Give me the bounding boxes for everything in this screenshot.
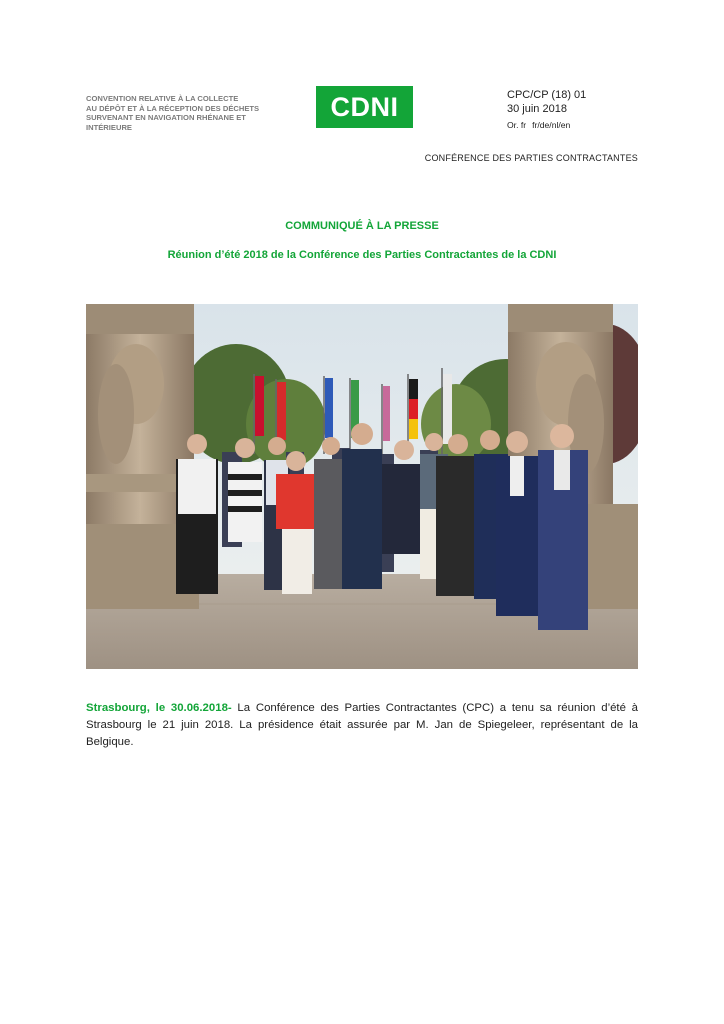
languages: fr/de/nl/en (532, 120, 571, 130)
original-language: Or. fr (507, 120, 527, 130)
convention-line: CONVENTION RELATIVE À LA COLLECTE (86, 94, 239, 103)
document-reference (507, 88, 586, 132)
conference-label: CONFÉRENCE DES PARTIES CONTRACTANTES (424, 153, 638, 163)
convention-line: AU DÉPÔT ET À LA RÉCEPTION DES DÉCHETS (86, 103, 260, 113)
convention-title (86, 94, 301, 132)
logo-text: CDNI (330, 91, 399, 122)
language-info (507, 118, 586, 132)
reference-number: CPC/CP (18) 01 (507, 89, 587, 101)
cdni-logo (316, 86, 413, 128)
press-release-body (86, 700, 638, 751)
group-photo (86, 304, 638, 669)
location-date-lead: Strasbourg, le 30.06.2018- (86, 702, 232, 714)
body-paragraph: La Conférence des Parties Contractantes (CPC) a tenu sa réunion d’été à Strasbourg le 21 juin 2018. La présidence était assurée par M. Jan de Spiegeleer, représentant de la Belgique. (86, 702, 639, 748)
meeting-title: Réunion d’été 2018 de la Conférence des Parties Contractantes de la CDNI (167, 249, 557, 261)
convention-line: INTÉRIEURE (86, 122, 132, 132)
document-date: 30 juin 2018 (507, 103, 567, 115)
convention-line: SURVENANT EN NAVIGATION RHÉNANE ET (86, 113, 246, 123)
press-release-title: COMMUNIQUÉ À LA PRESSE (285, 220, 439, 232)
